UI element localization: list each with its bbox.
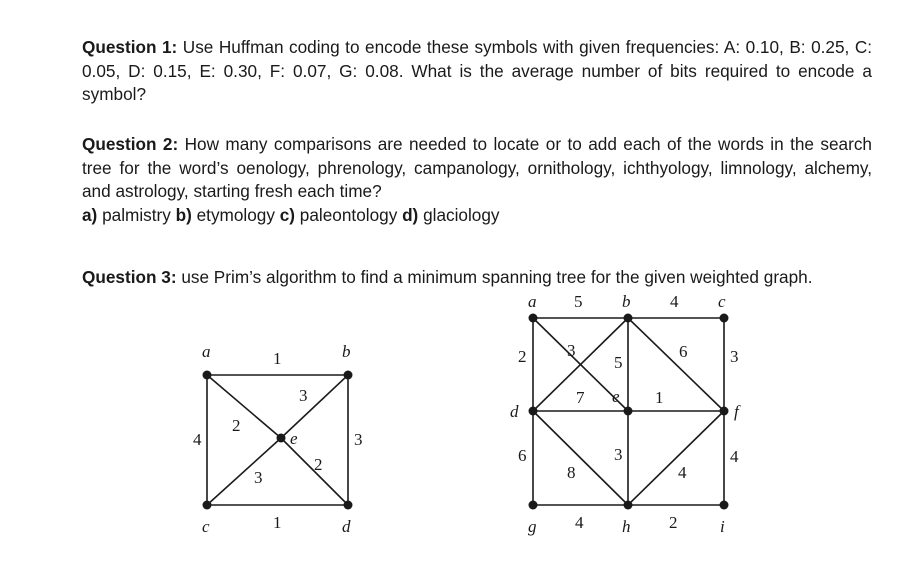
option-a-word: palmistry: [97, 204, 176, 225]
g1-weight-a-e: 2: [232, 416, 241, 435]
g2-vertex-h: [624, 501, 633, 510]
g1-weight-c-d: 1: [273, 513, 282, 532]
g2-weight-a-b: 5: [574, 292, 583, 311]
g1-weight-c-e: 3: [254, 468, 263, 487]
g1-label-d: d: [342, 517, 351, 536]
g2-edge-b-f: [628, 318, 724, 411]
g2-vertex-g: [529, 501, 538, 510]
question-3-text: use Prim’s algorithm to find a minimum spanning tree for the given weighted graph.: [176, 267, 813, 287]
g1-label-a: a: [202, 342, 211, 361]
question-2-text: How many comparisons are needed to locate or to add each of the words in the search tree for the word’s oenology, phrenology, campanology, ornithology, ichthyology, limnology, alchemy, and astrology, starting fresh each time?: [82, 134, 872, 201]
g2-label-c: c: [718, 292, 726, 311]
g2-weight-d-g: 6: [518, 446, 527, 465]
g2-vertex-c: [720, 314, 729, 323]
g2-weight-b-e: 5: [614, 353, 623, 372]
g2-weight-e-h: 3: [614, 445, 623, 464]
g1-label-e: e: [290, 429, 298, 448]
option-a-letter: a): [82, 204, 98, 225]
g2-weight-b-c: 4: [670, 292, 679, 311]
g1-weight-b-e: 3: [299, 386, 308, 405]
question-3-label: Question 3:: [82, 267, 177, 287]
g2-label-i: i: [720, 517, 725, 536]
g1-label-c: c: [202, 517, 210, 536]
option-d-letter: d): [402, 204, 419, 225]
g1-weight-a-b: 1: [273, 349, 282, 368]
g2-vertex-d: [529, 407, 538, 416]
g2-weight-b-f: 6: [679, 342, 688, 361]
g2-weight-a-e: 3: [567, 341, 576, 360]
question-1-label: Question 1:: [82, 37, 178, 57]
g1-weight-b-d: 3: [354, 430, 363, 449]
g2-weight-f-i: 4: [730, 447, 739, 466]
option-b-letter: b): [175, 204, 192, 225]
g2-vertex-b: [624, 314, 633, 323]
g2-label-e: e: [612, 387, 620, 406]
option-b-word: etymology: [191, 204, 280, 225]
option-c-letter: c): [279, 204, 296, 225]
question-1-text: Use Huffman coding to encode these symbols with given frequencies: A: 0.10, B: 0.25, C: 0.05, D: 0.15, E: 0.30, F: 0.07, G: 0.08. What is the average number of bits required to encode a symbol?: [82, 37, 873, 104]
g2-label-d: d: [510, 402, 519, 421]
g1-label-b: b: [342, 342, 351, 361]
question-2-label: Question 2:: [82, 134, 179, 154]
g2-weight-a-d: 2: [518, 347, 527, 366]
g2-weight-c-f: 3: [730, 347, 739, 366]
g2-weight-e-f: 1: [655, 388, 664, 407]
g2-vertex-f: [720, 407, 729, 416]
g2-vertex-a: [529, 314, 538, 323]
g2-edge-f-h: [628, 411, 724, 505]
g2-label-b: b: [622, 292, 631, 311]
g2-label-a: a: [528, 292, 537, 311]
g2-weight-d-h: 8: [567, 463, 576, 482]
g2-vertex-e: [624, 407, 633, 416]
g2-weight-g-h: 4: [575, 513, 584, 532]
g1-weight-d-e: 2: [314, 455, 323, 474]
option-c-word: paleontology: [295, 204, 403, 225]
g2-weight-d-e: 7: [576, 388, 585, 407]
g2-label-f: f: [734, 402, 739, 421]
g2-label-h: h: [622, 517, 631, 536]
g2-weight-f-h: 4: [678, 463, 687, 482]
g2-label-g: g: [528, 517, 537, 536]
g2-vertex-i: [720, 501, 729, 510]
option-d-word: glaciology: [418, 204, 500, 225]
g1-weight-a-c: 4: [193, 430, 202, 449]
g2-weight-h-i: 2: [669, 513, 678, 532]
